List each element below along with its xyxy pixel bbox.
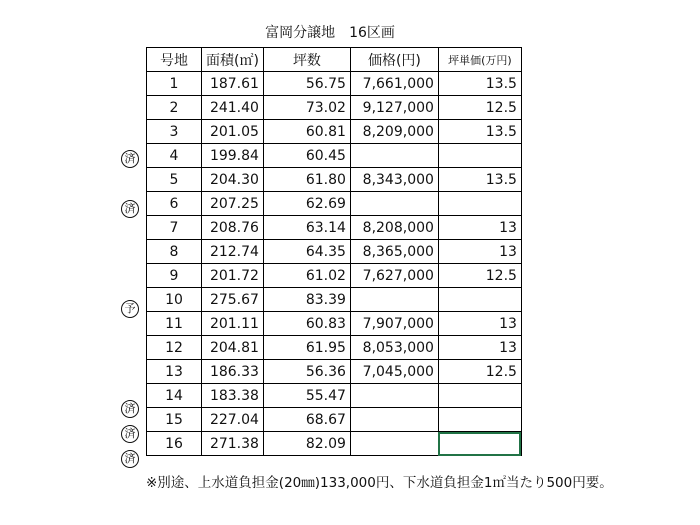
table-row [147, 360, 522, 384]
cell-lot-no[interactable]: 15 [147, 408, 202, 432]
table-row [147, 96, 522, 120]
reserved-mark: 予 [121, 300, 139, 318]
cell-area[interactable]: 204.30 [202, 168, 264, 192]
cell-tsubo[interactable]: 60.45 [263, 144, 350, 168]
cell-area[interactable]: 275.67 [202, 288, 264, 312]
cell-unit-price[interactable] [438, 408, 521, 432]
table-row [147, 216, 522, 240]
cell-lot-no[interactable]: 9 [147, 264, 202, 288]
cell-tsubo[interactable]: 60.83 [263, 312, 350, 336]
cell-unit-price[interactable]: 12.5 [438, 360, 521, 384]
cell-tsubo[interactable]: 62.69 [263, 192, 350, 216]
header-area[interactable]: 面積(㎡) [202, 48, 264, 72]
cell-lot-no[interactable]: 6 [147, 192, 202, 216]
table-row [147, 240, 522, 264]
lot-table-body [147, 72, 522, 456]
sold-mark: 済 [121, 150, 139, 168]
cell-price[interactable] [350, 384, 438, 408]
table-row [147, 432, 522, 456]
cell-tsubo[interactable]: 55.47 [263, 384, 350, 408]
header-tsubo[interactable]: 坪数 [263, 48, 350, 72]
cell-area[interactable]: 201.05 [202, 120, 264, 144]
cell-price[interactable]: 7,907,000 [350, 312, 438, 336]
cell-lot-no[interactable]: 11 [147, 312, 202, 336]
cell-unit-price[interactable]: 13.5 [438, 168, 521, 192]
cell-price[interactable]: 8,365,000 [350, 240, 438, 264]
cell-unit-price[interactable]: 13 [438, 336, 521, 360]
cell-area[interactable]: 187.61 [202, 72, 264, 96]
footnote: ※別途、上水道負担金(20㎜)133,000円、下水道負担金1㎡当たり500円要。 [146, 475, 613, 491]
page-title: 富岡分譲地 16区画 [265, 25, 395, 41]
cell-price[interactable]: 9,127,000 [350, 96, 438, 120]
cell-lot-no[interactable]: 2 [147, 96, 202, 120]
cell-unit-price[interactable] [438, 144, 521, 168]
table-row [147, 312, 522, 336]
cell-tsubo[interactable]: 83.39 [263, 288, 350, 312]
cell-unit-price[interactable] [438, 192, 521, 216]
cell-area[interactable]: 204.81 [202, 336, 264, 360]
cell-price[interactable]: 7,045,000 [350, 360, 438, 384]
cell-price[interactable]: 8,208,000 [350, 216, 438, 240]
cell-unit-price[interactable]: 13.5 [438, 72, 521, 96]
cell-lot-no[interactable]: 4 [147, 144, 202, 168]
lot-table [146, 47, 522, 456]
table-row [147, 192, 522, 216]
cell-price[interactable]: 8,343,000 [350, 168, 438, 192]
cell-tsubo[interactable]: 56.36 [263, 360, 350, 384]
cell-tsubo[interactable]: 82.09 [263, 432, 350, 456]
cell-lot-no[interactable]: 7 [147, 216, 202, 240]
cell-price[interactable]: 8,053,000 [350, 336, 438, 360]
cell-price[interactable] [350, 288, 438, 312]
cell-area[interactable]: 201.72 [202, 264, 264, 288]
header-price[interactable]: 価格(円) [350, 48, 438, 72]
table-row [147, 408, 522, 432]
header-lot-no[interactable]: 号地 [147, 48, 202, 72]
cell-tsubo[interactable]: 64.35 [263, 240, 350, 264]
cell-area[interactable]: 199.84 [202, 144, 264, 168]
cell-lot-no[interactable]: 13 [147, 360, 202, 384]
cell-tsubo[interactable]: 60.81 [263, 120, 350, 144]
table-row [147, 120, 522, 144]
cell-unit-price[interactable]: 12.5 [438, 264, 521, 288]
cell-tsubo[interactable]: 61.80 [263, 168, 350, 192]
cell-unit-price[interactable] [438, 384, 521, 408]
cell-price[interactable] [350, 432, 438, 456]
sold-mark: 済 [121, 200, 139, 218]
sold-mark: 済 [121, 425, 139, 443]
cell-lot-no[interactable]: 8 [147, 240, 202, 264]
cell-unit-price[interactable]: 13 [438, 240, 521, 264]
cell-lot-no[interactable]: 10 [147, 288, 202, 312]
cell-area[interactable]: 212.74 [202, 240, 264, 264]
cell-price[interactable] [350, 192, 438, 216]
cell-area[interactable]: 183.38 [202, 384, 264, 408]
table-row [147, 384, 522, 408]
cell-tsubo[interactable]: 61.95 [263, 336, 350, 360]
table-row [147, 144, 522, 168]
cell-lot-no[interactable]: 3 [147, 120, 202, 144]
cell-area[interactable]: 201.11 [202, 312, 264, 336]
cell-area[interactable]: 186.33 [202, 360, 264, 384]
cell-lot-no[interactable]: 1 [147, 72, 202, 96]
cell-unit-price[interactable]: 13 [438, 312, 521, 336]
sold-mark: 済 [121, 450, 139, 468]
cell-lot-no[interactable]: 14 [147, 384, 202, 408]
cell-unit-price[interactable]: 13 [438, 216, 521, 240]
table-row [147, 72, 522, 96]
cell-area[interactable]: 227.04 [202, 408, 264, 432]
cell-price[interactable] [350, 408, 438, 432]
cell-tsubo[interactable]: 68.67 [263, 408, 350, 432]
cell-unit-price[interactable] [438, 288, 521, 312]
table-row [147, 264, 522, 288]
cell-unit-price[interactable]: 13.5 [438, 120, 521, 144]
header-row [147, 48, 522, 72]
cell-tsubo[interactable]: 56.75 [263, 72, 350, 96]
table-row [147, 168, 522, 192]
cell-tsubo[interactable]: 73.02 [263, 96, 350, 120]
cell-unit-price[interactable] [438, 432, 521, 456]
table-row [147, 288, 522, 312]
cell-lot-no[interactable]: 16 [147, 432, 202, 456]
cell-area[interactable]: 271.38 [202, 432, 264, 456]
cell-unit-price[interactable]: 12.5 [438, 96, 521, 120]
cell-area[interactable]: 207.25 [202, 192, 264, 216]
cell-price[interactable]: 7,661,000 [350, 72, 438, 96]
cell-price[interactable]: 8,209,000 [350, 120, 438, 144]
cell-area[interactable]: 208.76 [202, 216, 264, 240]
cell-lot-no[interactable]: 5 [147, 168, 202, 192]
cell-tsubo[interactable]: 61.02 [263, 264, 350, 288]
cell-tsubo[interactable]: 63.14 [263, 216, 350, 240]
header-unit-price[interactable]: 坪単価(万円) [438, 48, 521, 72]
cell-price[interactable]: 7,627,000 [350, 264, 438, 288]
sold-mark: 済 [121, 400, 139, 418]
cell-price[interactable] [350, 144, 438, 168]
cell-lot-no[interactable]: 12 [147, 336, 202, 360]
cell-area[interactable]: 241.40 [202, 96, 264, 120]
table-row [147, 336, 522, 360]
